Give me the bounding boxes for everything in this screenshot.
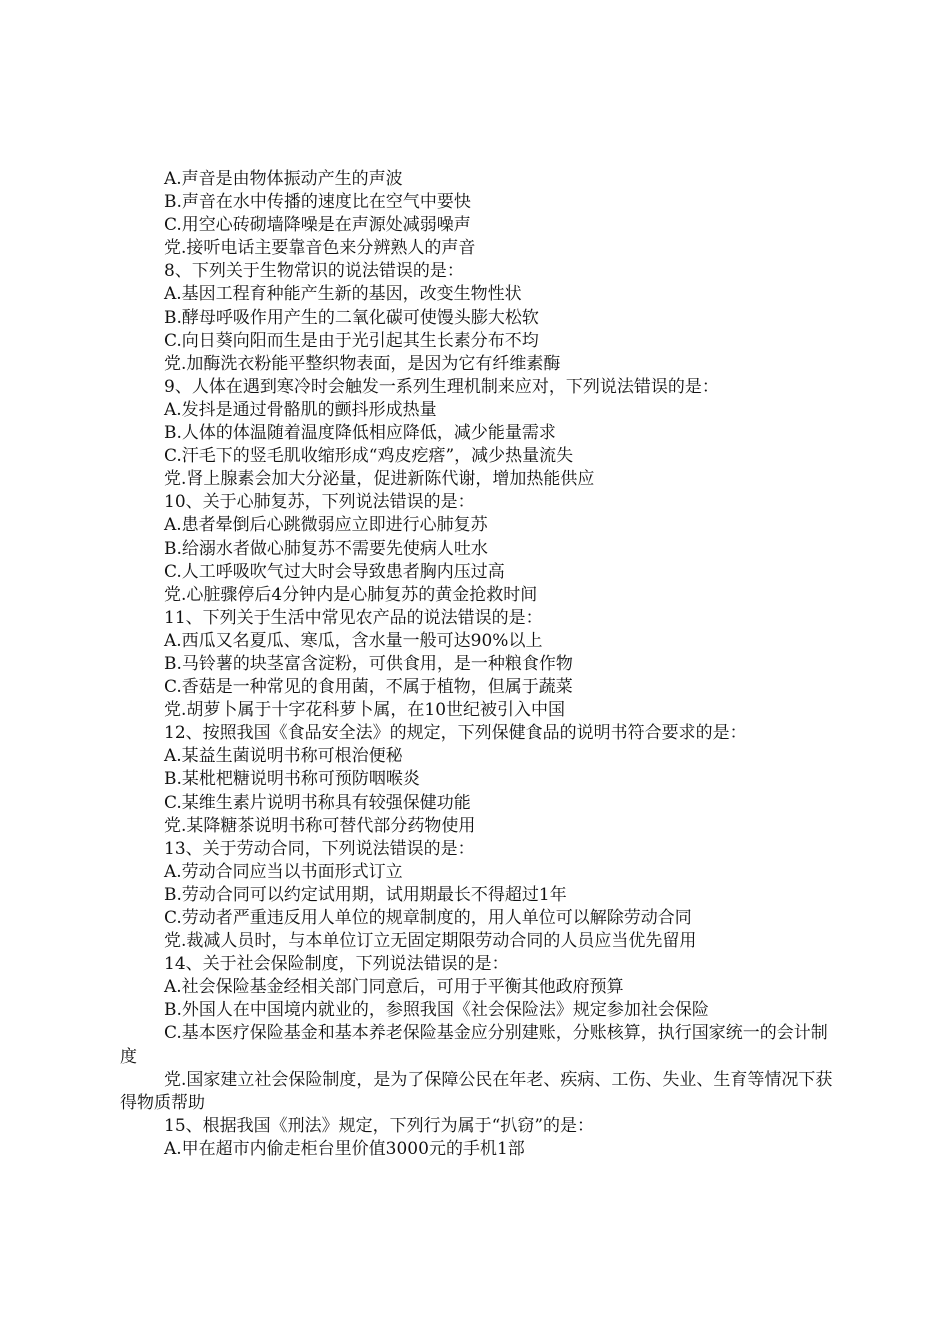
- text-line: C.劳动者严重违反用人单位的规章制度的，用人单位可以解除劳动合同: [164, 908, 692, 928]
- text-line: 党.肾上腺素会加大分泌量，促进新陈代谢，增加热能供应: [164, 469, 595, 490]
- text-line: C.某维生素片说明书称具有较强保健功能: [164, 792, 471, 813]
- text-line: B.外国人在中国境内就业的，参照我国《社会保险法》规定参加社会保险: [164, 1000, 709, 1021]
- text-line: B.劳动合同可以约定试用期，试用期最长不得超过1年: [164, 884, 567, 905]
- text-line: 党.裁减人员时，与本单位订立无固定期限劳动合同的人员应当优先留用: [164, 931, 697, 952]
- text-line: B.酵母呼吸作用产生的二氧化碳可使馒头膨大松软: [164, 307, 539, 328]
- text-line: A.发抖是通过骨骼肌的颤抖形成热量: [164, 399, 437, 420]
- question-heading: 10、关于心肺复苏，下列说法错误的是：: [164, 492, 475, 513]
- text-line: C.向日葵向阳而生是由于光引起其生长素分布不均: [164, 330, 539, 351]
- text-line: C.香菇是一种常见的食用菌，不属于植物，但属于蔬菜: [164, 677, 573, 698]
- text-line: 党.某降糖茶说明书称可替代部分药物使用: [164, 815, 476, 836]
- text-line: 党.心脏骤停后4分钟内是心肺复苏的黄金抢救时间: [164, 584, 538, 605]
- question-heading: 14、关于社会保险制度，下列说法错误的是：: [164, 954, 509, 975]
- text-line: A.劳动合同应当以书面形式订立: [164, 861, 403, 882]
- question-heading: 8、下列关于生物常识的说法错误的是：: [164, 261, 464, 282]
- text-line: A.患者晕倒后心跳微弱应立即进行心肺复苏: [164, 515, 488, 536]
- text-line: B.给溺水者做心肺复苏不需要先使病人吐水: [164, 538, 488, 559]
- question-heading: 13、关于劳动合同，下列说法错误的是：: [164, 838, 475, 859]
- text-line: 党.接听电话主要靠音色来分辨熟人的声音: [164, 238, 476, 259]
- text-paragraph: 党.国家建立社会保险制度，是为了保障公民在年老、疾病、工伤、失业、生育等情况下获得物质帮助: [120, 1069, 833, 1113]
- text-line: A.基因工程育种能产生新的基因，改变生物性状: [164, 284, 522, 305]
- question-heading: 12、按照我国《食品安全法》的规定，下列保健食品的说明书符合要求的是：: [164, 723, 747, 744]
- text-line: 党.胡萝卜属于十字花科萝卜属，在10世纪被引入中国: [164, 700, 566, 721]
- text-line: B.某枇杷糖说明书称可预防咽喉炎: [164, 769, 420, 790]
- text-line: A.西瓜又名夏瓜、寒瓜，含水量一般可达90%以上: [164, 630, 543, 651]
- question-heading: 9、人体在遇到寒冷时会触发一系列生理机制来应对，下列说法错误的是：: [164, 376, 719, 397]
- text-line: C.用空心砖砌墙降噪是在声源处减弱噪声: [164, 215, 471, 236]
- text-line: A.声音是由物体振动产生的声波: [164, 169, 403, 189]
- question-heading: 11、下列关于生活中常见农产品的说法错误的是：: [164, 607, 543, 628]
- text-line: C.人工呼吸吹气过大时会导致患者胸内压过高: [164, 561, 505, 582]
- text-line: 党.加酶洗衣粉能平整织物表面，是因为它有纤维素酶: [164, 353, 561, 374]
- text-line: C.汗毛下的竖毛肌收缩形成“鸡皮疙瘩”，减少热量流失: [164, 446, 574, 467]
- text-line: B.声音在水中传播的速度比在空气中要快: [164, 192, 471, 213]
- text-line: B.人体的体温随着温度降低相应降低，减少能量需求: [164, 423, 556, 444]
- text-line: B.马铃薯的块茎富含淀粉，可供食用，是一种粮食作物: [164, 653, 573, 674]
- question-heading: 15、根据我国《刑法》规定，下列行为属于“扒窃”的是：: [164, 1115, 595, 1136]
- text-line: A.甲在超市内偷走柜台里价值3000元的手机1部: [164, 1138, 525, 1159]
- text-paragraph: C.基本医疗保险基金和基本养老保险基金应分别建账，分账核算，执行国家统一的会计制度: [120, 1023, 828, 1067]
- text-line: A.社会保险基金经相关部门同意后，可用于平衡其他政府预算: [164, 977, 624, 998]
- question-text: [120, 168, 840, 1161]
- text-line: A.某益生菌说明书称可根治便秘: [164, 746, 403, 767]
